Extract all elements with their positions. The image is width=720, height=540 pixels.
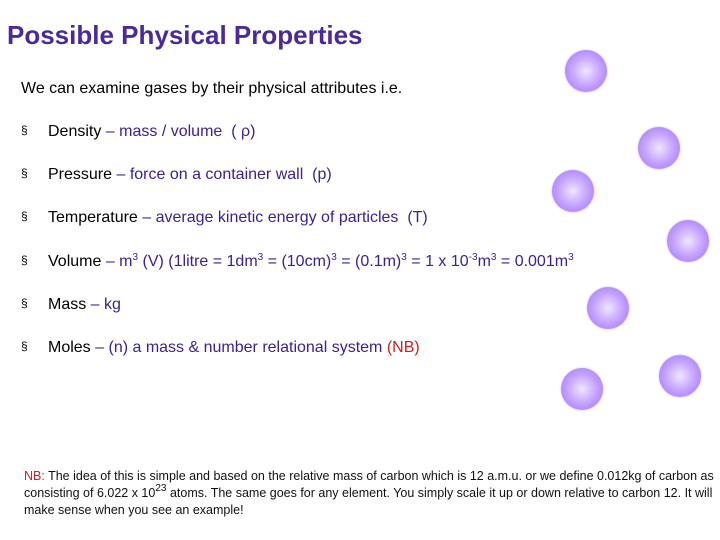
property-label: Volume bbox=[48, 253, 102, 270]
dash: – bbox=[90, 339, 109, 356]
bullet-marker: § bbox=[21, 166, 28, 180]
property-label: Temperature bbox=[48, 209, 138, 226]
gas-particle bbox=[561, 368, 603, 410]
property-symbol: (T) bbox=[407, 209, 428, 226]
page-title: Possible Physical Properties bbox=[7, 20, 363, 50]
bullet-marker: § bbox=[21, 296, 28, 310]
bullet-volume bbox=[21, 253, 574, 271]
bullet-marker: § bbox=[21, 123, 28, 137]
gas-particle bbox=[659, 355, 701, 397]
dash: – bbox=[101, 123, 120, 140]
property-description: average kinetic energy of particles bbox=[155, 209, 399, 226]
gas-particle bbox=[552, 170, 594, 212]
bullet-temperature bbox=[21, 209, 428, 227]
gas-particle bbox=[638, 127, 680, 169]
property-description: force on a container wall bbox=[129, 166, 304, 183]
property-description: kg bbox=[104, 296, 121, 313]
dash: – bbox=[86, 296, 105, 313]
dash: – bbox=[137, 209, 156, 226]
dash: – bbox=[101, 253, 120, 270]
bullet-pressure bbox=[21, 166, 332, 184]
property-symbol: ( ρ) bbox=[231, 123, 256, 140]
property-description: (n) a mass & number relational system bbox=[108, 339, 383, 356]
nb-reference: (NB) bbox=[386, 339, 420, 356]
bullet-marker: § bbox=[21, 209, 28, 223]
bullet-mass bbox=[21, 296, 121, 314]
footnote-text: The idea of this is simple and based on the relative mass of carbon which is 12 a.m.u. or we define 0.012kg of carbon as consisting of 6.022 x 10 bbox=[24, 469, 714, 500]
gas-particle bbox=[667, 220, 709, 262]
gas-particle bbox=[565, 50, 607, 92]
volume-equivalence: (1litre = $1dm^3 = (10cm)^3 = (0.1m)^3 = 1$ x $10^{-3}m^3 = 0.001m^3$ bbox=[163, 252, 574, 270]
bullet-density bbox=[21, 123, 255, 141]
footnote-text-continued: atoms. The same goes for any element. You simply scale it up or down relative to carbon 12. It will make sense when you see an example! bbox=[24, 486, 713, 517]
gas-particle bbox=[587, 287, 629, 329]
footnote-prefix: NB: bbox=[24, 469, 45, 483]
property-label: Pressure bbox=[48, 166, 113, 183]
dash: – bbox=[112, 166, 130, 183]
footnote-exponent: 23 bbox=[155, 483, 167, 494]
volume-unit: $m^3$ (V) bbox=[119, 252, 164, 270]
bullet-marker: § bbox=[21, 339, 28, 353]
property-label: Mass bbox=[48, 296, 87, 313]
property-symbol: (p) bbox=[312, 166, 332, 183]
footnote bbox=[24, 468, 714, 519]
property-label: Density bbox=[48, 123, 102, 140]
property-description: mass / volume bbox=[119, 123, 223, 140]
intro-text: We can examine gases by their physical attributes i.e. bbox=[21, 80, 403, 97]
property-label: Moles bbox=[48, 339, 91, 356]
bullet-moles bbox=[21, 339, 420, 357]
bullet-marker: § bbox=[21, 253, 28, 267]
